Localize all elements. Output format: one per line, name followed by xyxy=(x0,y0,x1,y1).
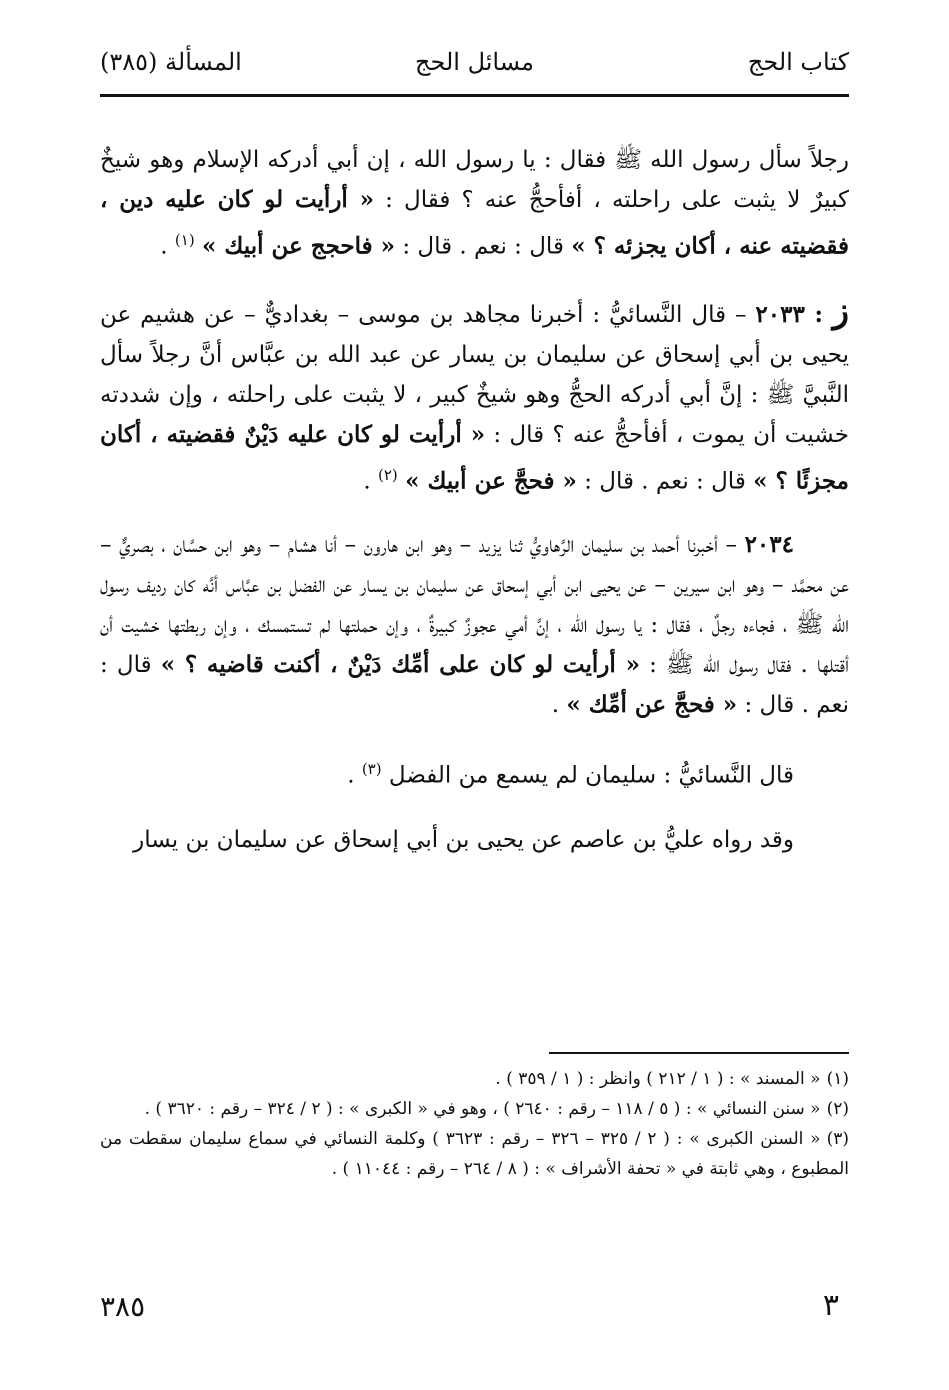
prophet-quote: « فاحجج عن أبيك » xyxy=(201,232,396,260)
footnote-1: (١)« المسند » : ( ١ / ٢١٢ ) وانظر : ( ١ / ٣٥٩ ) . xyxy=(495,1069,849,1089)
footnote-ref[interactable]: (١) xyxy=(174,231,195,249)
footnote-label: (٢) xyxy=(826,1099,849,1119)
hadith-number: : ٢٠٣٣ xyxy=(755,300,833,328)
hadith-2033: ز : ٢٠٣٣ – قال النَّسائيُّ : أخبرنا مجاهد بن موسى – بغداديٌّ – عن هشيم عن يحيى بن أبي إسحاق عن سليمان بن يسار عن عبد الله بن عبَّاس أنَّ رجلاً سأل النَّبيَّ ﷺ : إنَّ أبي أدركه الحجُّ وهو شيخٌ كبير ، لا يثبت على راحلته ، وإن شددته خشيت أن يموت ، أفأحجُّ عنه ؟ قال : « أرأيت لو كان عليه دَيْنٌ فقضيته ، أكان مجزئًا ؟ » قال : نعم . قال : « فحجَّ عن أبيك » $^{(٢)}$ . xyxy=(100,290,849,495)
footnote-2: (٢)« سنن النسائي » : ( ٥ / ١١٨ – رقم : ٢٦٤٠ ) ، وهو في « الكبرى » : ( ٢ / ٣٢٤ – رقم : ٣٦٢٠ ) . xyxy=(144,1099,849,1119)
header-section-title: مسائل الحج xyxy=(414,48,535,76)
footnotes xyxy=(100,1064,849,1184)
footnote-label: (٣) xyxy=(826,1129,849,1149)
main-text xyxy=(100,140,849,860)
header-book-title: كتاب الحج xyxy=(747,48,849,76)
prophet-quote: « أرأيت لو كان على أمِّك دَيْنٌ ، أكنت قاضيه ؟ » xyxy=(160,651,640,679)
prophet-quote: « أرأيت لو كان عليه دين ، فقضيته عنه ، أكان يجزئه ؟ » xyxy=(100,186,849,260)
page-number: ٣٨٥ xyxy=(100,1290,146,1323)
zawaid-mark: ز xyxy=(832,290,849,331)
prophet-quote: « فحجَّ عن أبيك » xyxy=(405,467,577,495)
paragraph-continuation: رجلاً سأل رسول الله ﷺ فقال : يا رسول الله ، إن أبي أدركه الإسلام وهو شيخٌ كبيرٌ لا يثبت على راحلته ، أفأحجُّ عنه ؟ فقال : « أرأيت لو كان عليه دين ، فقضيته عنه ، أكان يجزئه ؟ » قال : نعم . قال : « فاحجج عن أبيك » $^{(١)}$ . xyxy=(100,147,850,260)
volume-number: ٣ xyxy=(822,1288,839,1323)
hadith-2034: ٢٠٣٤ – أخبرنا أحمد بن سليمان الرَّهاويُّ ثنا يزيد – وهو ابن هارون – أنا هشام – وهو ابن حسَّان ، بصريٌّ – عن محمَّد – وهو ابن سيرين – عن يحيى ابن أبي إسحاق عن سليمان بن يسار عن الفضل بن عبَّاس أنَّه كان رديف رسول الله ﷺ ، فجاءه رجلٌ ، فقال : يا رسول الله ، إنَّ أمي عجوزٌ كبيرةٌ ، وإن حملتها لم تستمسك ، وإن ربطتها خشيت أن أقتلها . فقال رسول الله ﷺ : « أرأيت لو كان على أمِّك دَيْنٌ ، أكنت قاضيه ؟ » قال : نعم . قال : « فحجَّ عن أمِّك » . xyxy=(100,531,849,719)
footnote-3: (٣)« السنن الكبرى » : ( ٢ / ٣٢٥ – ٣٢٦ – رقم : ٣٦٢٣ ) وكلمة النسائي في سماع سليمان سقطت من المطبوع ، وهي ثابتة في « تحفة الأشراف » : ( ٨ / ٢٦٤ – رقم : ١١٠٤٤ ) . xyxy=(100,1129,849,1179)
nasai-comment: قال النَّسائيُّ : سليمان لم يسمع من الفضل $^{(٣)}$ . xyxy=(347,760,794,789)
footnote-label: (١) xyxy=(826,1069,849,1089)
running-header xyxy=(100,44,849,97)
paragraph-riwaya: وقد رواه عليُّ بن عاصم عن يحيى بن أبي إسحاق عن سليمان بن يسار xyxy=(133,826,794,853)
footnote-ref[interactable]: (٢) xyxy=(377,465,398,484)
footnote-divider xyxy=(549,1052,849,1054)
footnote-ref[interactable]: (٣) xyxy=(361,760,382,779)
hadith-number: ٢٠٣٤ xyxy=(744,531,794,559)
prophet-quote: « أرأيت لو كان عليه دَيْنٌ فقضيته ، أكان مجزئًا ؟ » xyxy=(100,420,849,495)
prophet-quote: « فحجَّ عن أمِّك » xyxy=(566,691,738,719)
header-issue-number: المسألة (٣٨٥) xyxy=(100,48,242,76)
